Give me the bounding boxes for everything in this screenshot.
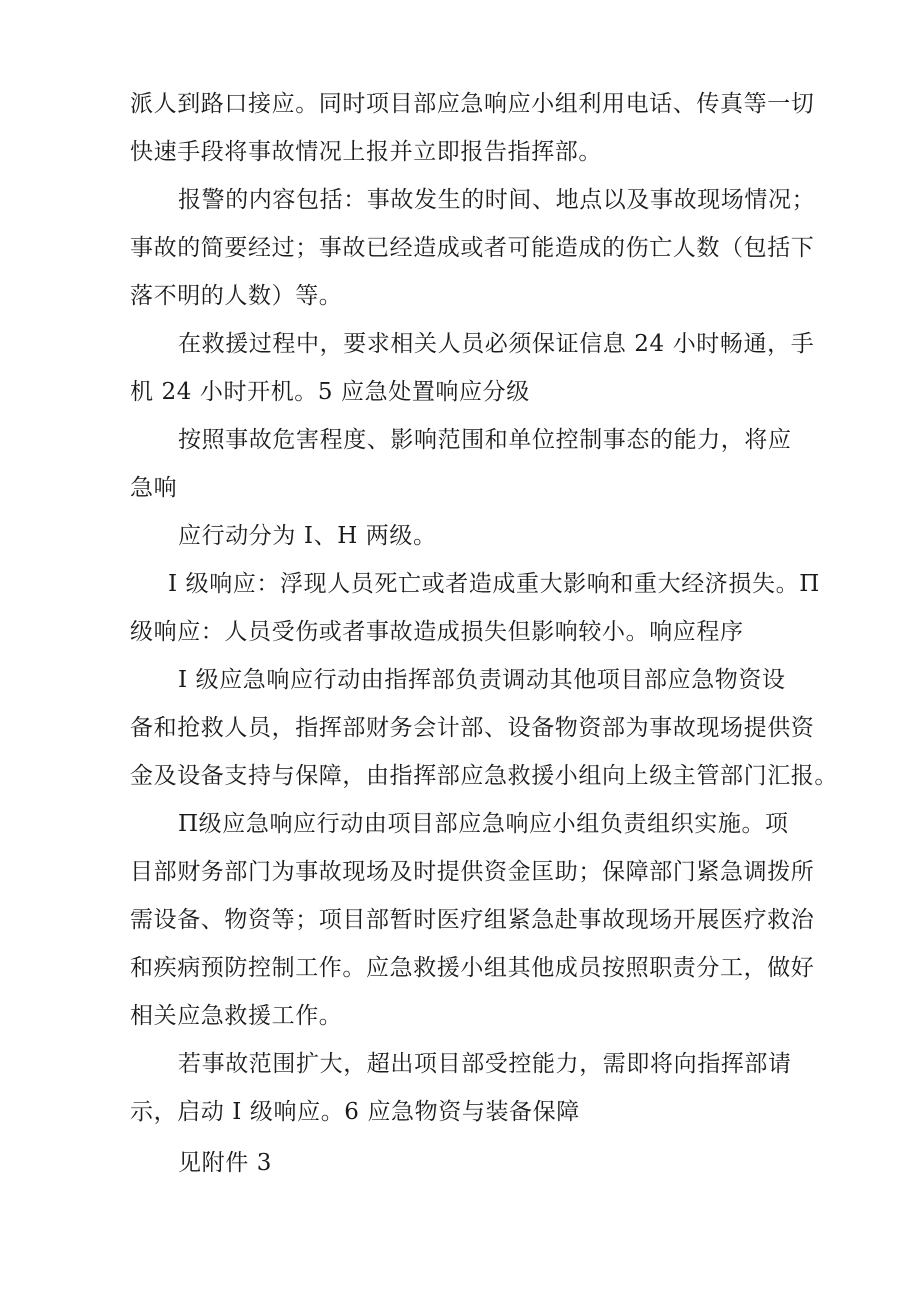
text-line: 示，启动 I 级响应。6 应急物资与装备保障: [130, 1099, 580, 1125]
text-line: 和疾病预防控制工作。应急救援小组其他成员按照职责分工，做好: [130, 955, 815, 981]
text-line: 应行动分为 I、H 两级。: [178, 523, 437, 549]
text-line: 快速手段将事故情况上报并立即报告指挥部。: [130, 139, 602, 165]
text-line: 需设备、物资等；项目部暂时医疗组紧急赴事故现场开展医疗救治: [130, 907, 815, 933]
text-line: I 级应急响应行动由指挥部负责调动其他项目部应急物资设: [178, 667, 786, 693]
text-line: 相关应急救援工作。: [130, 1003, 343, 1029]
text-line: 派人到路口接应。同时项目部应急响应小组利用电话、传真等一切: [130, 91, 815, 117]
text-line: 落不明的人数）等。: [130, 283, 343, 309]
text-line: 报警的内容包括：事故发生的时间、地点以及事故现场情况；: [178, 187, 816, 213]
text-line: 见附件 3: [178, 1150, 272, 1176]
text-line: 急响: [130, 475, 178, 501]
text-line: 金及设备支持与保障，由指挥部应急救援小组向上级主管部门汇报。: [130, 763, 838, 789]
text-line: Π级应急响应行动由项目部应急响应小组负责组织实施。项: [178, 811, 789, 837]
text-line: 备和抢救人员，指挥部财务会计部、设备物资部为事故现场提供资: [130, 715, 815, 741]
text-line: 若事故范围扩大，超出项目部受控能力，需即将向指挥部请: [178, 1051, 792, 1077]
text-line: 事故的简要经过；事故已经造成或者可能造成的伤亡人数（包括下: [130, 235, 815, 261]
text-line: 目部财务部门为事故现场及时提供资金匡助；保障部门紧急调拨所: [130, 859, 815, 885]
text-line: 在救援过程中，要求相关人员必须保证信息 24 小时畅通，手: [178, 331, 815, 357]
text-line: 级响应：人员受伤或者事故造成损失但影响较小。响应程序: [130, 619, 744, 645]
text-line: 按照事故危害程度、影响范围和单位控制事态的能力，将应: [178, 427, 792, 453]
text-line: I 级响应：浮现人员死亡或者造成重大影响和重大经济损失。Π: [168, 571, 820, 597]
text-line: 机 24 小时开机。5 应急处置响应分级: [130, 379, 530, 405]
